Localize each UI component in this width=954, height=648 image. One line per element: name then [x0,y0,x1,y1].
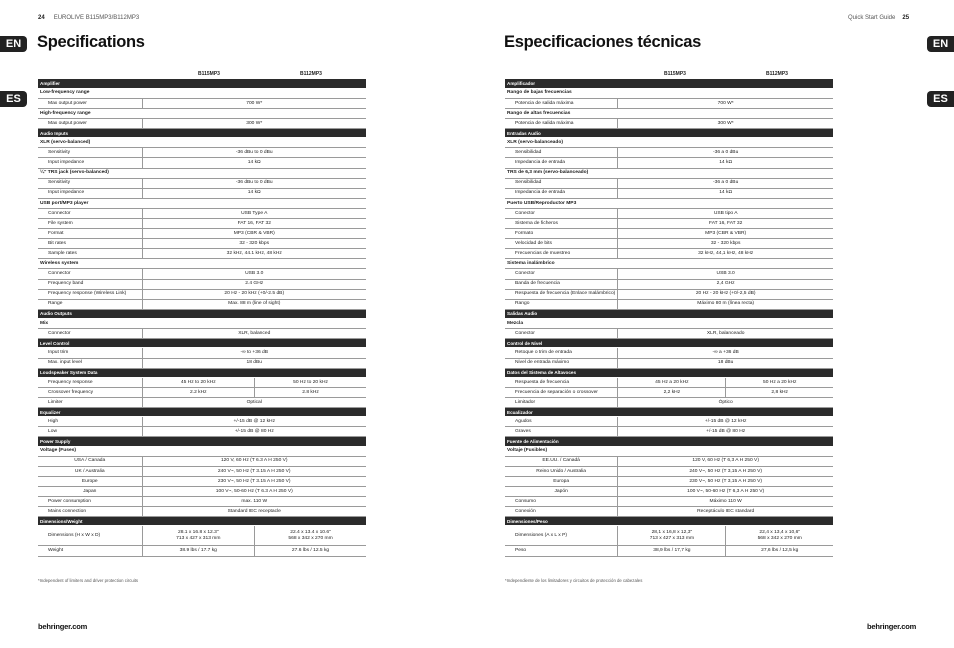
subsection-title: Low-frequency range [38,88,366,98]
value-metric: 568 x 342 x 270 mm [288,535,333,541]
spec-value: Optical [142,397,366,407]
spec-row [38,249,366,259]
value-imperial: 22,4 x 13,4 x 10,6" [759,530,801,536]
spec-row [505,476,833,486]
spec-value: Máximo 110 W [618,497,833,507]
spec-row [38,299,366,309]
spec-label: Frecuencia de separación o crossover [505,387,618,397]
spec-row [38,387,366,397]
spec-row [505,148,833,158]
spec-label: Japan [38,487,142,497]
subsection-title: ¼" TRS jack (servo-balanced) [38,168,366,178]
spec-row [38,289,366,299]
spec-row [505,118,833,128]
spec-value: XLR, balanceado [618,329,833,339]
section-title: Dimensions/Weight [38,517,366,526]
spec-value: 100 V~, 50-60 Hz (T 6.3 A H 250 V) [142,487,366,497]
spec-label: Sample rates [38,249,142,259]
spec-value: 700 W* [142,98,366,108]
section-header-row [38,309,366,318]
section-title: Entradas Audio [505,129,833,138]
section-title: Audio Inputs [38,129,366,138]
spec-row [505,289,833,299]
spec-value: USB 3.0 [618,269,833,279]
spec-row [38,497,366,507]
spec-value: 100 V~, 50-60 Hz (T 6,3 A H 250 V) [618,487,833,497]
value-imperial: 28.1 x 16.8 x 12.3" [177,530,219,536]
spec-label: Crossover frequency [38,387,142,397]
spec-value: Standard IEC receptacle [142,507,366,517]
spec-row [38,269,366,279]
spec-row [38,397,366,407]
spec-value: 300 W* [618,118,833,128]
spec-label: Formato [505,229,618,239]
spec-value: 230 V~, 50 Hz (T 3,15 A H 250 V) [618,476,833,486]
spec-row [38,456,366,466]
spec-row [38,98,366,108]
spec-row [505,219,833,229]
spec-value: FAT 16, FAT 32 [618,219,833,229]
spec-value: 240 V~, 50 Hz (T 3,15 A H 250 V) [618,466,833,476]
section-header-row [505,368,833,377]
spec-label: Connector [38,329,142,339]
spec-row [505,229,833,239]
spec-value: +/-15 dB @ 80 Hz [618,427,833,437]
subsection-row [38,138,366,148]
spec-value: MP3 (CBR & VBR) [618,229,833,239]
section-header-row [505,517,833,526]
section-header-row [505,437,833,446]
spec-label: Max. input level [38,358,142,368]
column-header-b112mp3: B112MP3 [766,71,788,77]
spec-label: Sensitivity [38,148,142,158]
spec-row [505,427,833,437]
column-header-b115mp3: B115MP3 [198,71,220,77]
spec-value-b112mp3: 27.6 lbs / 12.5 kg [255,546,366,556]
spec-value: USB tipo A [618,208,833,218]
spec-row [38,148,366,158]
subsection-row [38,88,366,98]
spec-row [505,348,833,358]
spec-label: Low [38,427,142,437]
spec-value-b115mp3: 38,9 lbs / 17,7 kg [618,546,726,556]
spec-label: Japón [505,487,618,497]
spec-label: Reino Unido / Australia [505,466,618,476]
spec-value-b115mp3 [142,526,255,546]
section-title: Equalizer [38,408,366,417]
subsection-title: Voltage (Fuses) [38,446,366,456]
spec-value-b115mp3: 45 Hz a 20 kHz [618,377,726,387]
section-title: Control de Nivel [505,339,833,348]
section-header-row [38,79,366,88]
spec-row [38,279,366,289]
spec-row [505,98,833,108]
spec-label: Input trim [38,348,142,358]
subsection-title: High-frequency range [38,108,366,118]
language-tab-es[interactable]: ES [0,91,27,107]
spec-label: Sistema de ficheros [505,219,618,229]
spec-row [505,249,833,259]
brand-logo: behringer.com [38,622,88,631]
spec-label: Frequency band [38,279,142,289]
spec-label: Impedancia de entrada [505,158,618,168]
spec-row [38,507,366,517]
subsection-title: USB port/MP3 player [38,198,366,208]
subsection-row [505,88,833,98]
spec-label: Weight [38,546,142,556]
brand-logo: behringer.com [867,622,917,631]
spec-label: Frecuencias de muestreo [505,249,618,259]
spec-value: 120 V, 60 Hz (T 6,3 A H 250 V) [618,456,833,466]
spec-label: Limitador [505,397,618,407]
spec-label: EE.UU. / Canadá [505,456,618,466]
footnote: *Independent of limiters and driver protection circuits [38,578,139,583]
spec-value: XLR, balanced [142,329,366,339]
subsection-title: Wireless system [38,259,366,269]
spec-value: 14 kΩ [618,188,833,198]
spec-row [505,329,833,339]
subsection-title: Puerto USB/Reproductor MP3 [505,198,833,208]
subsection-title: Mix [38,319,366,329]
spec-value-b115mp3: 45 Hz to 20 kHz [142,377,255,387]
spec-label: High [38,417,142,427]
value-imperial: 22.4 x 13.4 x 10.6" [290,530,331,536]
spec-label: Max output power [38,118,142,128]
running-header-right [848,15,909,21]
subsection-title: Sistema inalámbrico [505,259,833,269]
page-title: Especificaciones técnicas [504,33,702,51]
spec-label: Range [38,299,142,309]
spec-value: 32 kHz, 44,1 kHz, 48 kHz [618,249,833,259]
section-header-row [505,309,833,318]
spec-row [38,417,366,427]
section-header-row [38,437,366,446]
product-title: EUROLIVE B115MP3/B112MP3 [53,15,140,21]
subsection-row [38,198,366,208]
specifications-table [38,79,366,557]
section-title: Amplificador [505,79,833,88]
spec-label: Nivel de entrada máximo [505,358,618,368]
spec-label: Potencia de salida máxima [505,118,618,128]
subsection-row [505,198,833,208]
spec-value-b112mp3: 27,6 lbs / 12,5 kg [726,546,833,556]
spec-label: USA / Canada [38,456,142,466]
spec-value: 18 dBu [618,358,833,368]
spec-row [505,526,833,546]
spec-value: Óptico [618,397,833,407]
spec-row [505,188,833,198]
spec-row [38,158,366,168]
spec-value: USB 3.0 [142,269,366,279]
spec-row [38,358,366,368]
spec-value: FAT 16, FAT 32 [142,219,366,229]
spec-row [38,229,366,239]
spec-label: Format [38,229,142,239]
spec-row [505,377,833,387]
spec-label: Velocidad de bits [505,239,618,249]
spec-value: +/-15 dB @ 12 kHz [618,417,833,427]
language-tab-en[interactable]: EN [0,36,27,52]
spec-label: Dimensions (H x W x D) [38,526,142,546]
spec-value: 700 W* [618,98,833,108]
spec-row [505,387,833,397]
spec-value: -36 a 0 dBu [618,178,833,188]
spec-label: Max output power [38,98,142,108]
page-number: 24 [38,15,45,21]
section-title: Level Control [38,339,366,348]
section-header-row [38,517,366,526]
section-header-row [505,129,833,138]
spec-row [38,377,366,387]
running-header-left [38,15,139,21]
spec-value: 20 Hz - 20 kHz (+0/-2,5 dB) [618,289,833,299]
spec-row [505,417,833,427]
spec-value-b115mp3: 2.2 kHz [142,387,255,397]
right-page [477,0,954,648]
column-header-b115mp3: B115MP3 [664,71,686,77]
spec-value: 120 V, 60 Hz (T 6.3 A H 250 V) [142,456,366,466]
spec-row [38,239,366,249]
spec-label: Connector [38,269,142,279]
spec-value: 230 V~, 50 Hz (T 3.15 A H 250 V) [142,476,366,486]
spec-row [505,456,833,466]
spec-label: File system [38,219,142,229]
spec-label: Frequency response (Wireless Link) [38,289,142,299]
spec-value: 2,4 GHz [618,279,833,289]
spec-row [505,208,833,218]
spec-value: 14 kΩ [618,158,833,168]
spec-value: -36 a 0 dBu [618,148,833,158]
spec-value: 14 kΩ [142,188,366,198]
spec-row [505,178,833,188]
section-title: Amplifier [38,79,366,88]
spec-value: Max. 88 m (line of sight) [142,299,366,309]
spec-row [505,466,833,476]
subsection-title: Mezcla [505,319,833,329]
spec-value: max. 110 W [142,497,366,507]
spec-value: MP3 (CBR & VBR) [142,229,366,239]
spec-label: Europa [505,476,618,486]
spec-row [505,158,833,168]
subsection-title: XLR (servo-balanced) [38,138,366,148]
spec-row [38,526,366,546]
spec-value: -36 dBu to 0 dBu [142,178,366,188]
spec-value-b112mp3: 2,8 kHz [726,387,833,397]
spec-value-b112mp3: 50 Hz a 20 kHz [726,377,833,387]
spec-value: 20 Hz - 20 kHz (+0/-2.5 dB) [142,289,366,299]
spec-row [38,546,366,556]
value-metric: 713 x 427 x 313 mm [649,535,695,541]
subsection-row [505,446,833,456]
spec-label: Respuesta de frecuencia [505,377,618,387]
subsection-row [38,108,366,118]
spec-row [38,348,366,358]
page-number: 25 [902,15,910,21]
section-header-row [38,368,366,377]
section-header-row [38,129,366,138]
section-title: Datos del Sistema de Altavoces [505,368,833,377]
column-header-b112mp3: B112MP3 [300,71,322,77]
spec-label: Graves [505,427,618,437]
section-title: Fuente de Alimentación [505,437,833,446]
section-title: Dimensiones/Peso [505,517,833,526]
subsection-row [505,319,833,329]
spec-row [505,397,833,407]
guide-title: Quick Start Guide [848,15,896,21]
section-header-row [505,79,833,88]
spec-value: 32 - 320 kbps [618,239,833,249]
spec-row [505,546,833,556]
spec-value: 32 - 320 kbps [142,239,366,249]
spec-label: Sensibilidad [505,178,618,188]
spec-label: Mains connection [38,507,142,517]
spec-label: Dimensiones (A x L x P) [505,526,618,546]
spec-value: 18 dBu [142,358,366,368]
section-header-row [38,339,366,348]
spec-value: -∞ a +36 dB [618,348,833,358]
page-title: Specifications [37,33,145,51]
language-tab-es[interactable]: ES [927,91,954,107]
spec-value: -∞ to +36 dB [142,348,366,358]
subsection-row [505,168,833,178]
subsection-row [38,446,366,456]
spec-value: Máximo 80 m (línea recta) [618,299,833,309]
spec-label: Agudos [505,417,618,427]
spec-label: Input impedance [38,188,142,198]
subsection-row [505,138,833,148]
spec-row [505,507,833,517]
spec-label: Rango [505,299,618,309]
value-metric: 713 x 427 x 313 mm [176,535,221,541]
spec-label: Retoque o trim de entrada [505,348,618,358]
section-header-row [505,339,833,348]
section-title: Salidas Audio [505,309,833,318]
spec-value: Receptáculo IEC standard [618,507,833,517]
spec-value: 14 kΩ [142,158,366,168]
spec-row [38,178,366,188]
subsection-title: TRS de 6,3 mm (servo-balanceado) [505,168,833,178]
spec-label: Conector [505,208,618,218]
subsection-row [505,259,833,269]
spec-label: Conector [505,269,618,279]
spec-row [505,239,833,249]
subsection-row [38,259,366,269]
spec-value: +/-15 dB @ 80 Hz [142,427,366,437]
spec-label: Sensibilidad [505,148,618,158]
section-header-row [505,408,833,417]
spec-row [505,299,833,309]
spec-value-b115mp3: 2,2 kHz [618,387,726,397]
spec-value: 2.4 GHz [142,279,366,289]
spec-value: 32 kHz, 44.1 kHz, 48 kHz [142,249,366,259]
spec-value: -36 dBu to 0 dBu [142,148,366,158]
spec-row [38,118,366,128]
spec-label: Frequency response [38,377,142,387]
spec-value: USB Type A [142,208,366,218]
spec-label: Conector [505,329,618,339]
footnote: *Independiente de los limitadores y circuitos de protección de cabezales [505,578,643,583]
spec-label: UK / Australia [38,466,142,476]
section-title: Loudspeaker System Data [38,368,366,377]
spec-value-b115mp3: 38.9 lbs / 17.7 kg [142,546,255,556]
subsection-row [38,168,366,178]
language-tab-en[interactable]: EN [927,36,954,52]
spec-row [505,269,833,279]
spec-value-b112mp3 [255,526,366,546]
spec-label: Impedancia de entrada [505,188,618,198]
spec-row [505,487,833,497]
spec-label: Potencia de salida máxima [505,98,618,108]
spec-row [38,329,366,339]
spec-value: 240 V~, 50 Hz (T 3.15 A H 250 V) [142,466,366,476]
spec-row [38,466,366,476]
spec-value-b112mp3: 2.8 kHz [255,387,366,397]
subsection-title: Voltaje (Fusibles) [505,446,833,456]
spec-label: Peso [505,546,618,556]
section-title: Audio Outputs [38,309,366,318]
spec-value-b112mp3 [726,526,833,546]
spec-label: Conexión [505,507,618,517]
section-header-row [38,408,366,417]
specifications-table [505,79,833,557]
spec-row [38,487,366,497]
spec-row [38,188,366,198]
value-imperial: 28,1 x 16,8 x 12,3" [651,530,693,536]
spec-label: Input impedance [38,158,142,168]
subsection-title: Rango de bajas frecuencias [505,88,833,98]
subsection-row [505,108,833,118]
spec-label: Limiter [38,397,142,407]
spec-label: Europe [38,476,142,486]
spec-row [38,427,366,437]
spec-row [505,497,833,507]
spec-label: Power consumption [38,497,142,507]
subsection-title: Rango de altas frecuencias [505,108,833,118]
spec-label: Sensitivity [38,178,142,188]
spec-label: Consumo [505,497,618,507]
spec-row [38,219,366,229]
spec-value-b115mp3 [618,526,726,546]
subsection-row [38,319,366,329]
spec-label: Connector [38,208,142,218]
spec-label: Respuesta de frecuencia (Enlace Inalámbrico) [505,289,618,299]
spec-row [38,476,366,486]
section-title: Ecualizador [505,408,833,417]
subsection-title: XLR (servo-balanceado) [505,138,833,148]
spec-label: Banda de frecuencia [505,279,618,289]
spec-value: 300 W* [142,118,366,128]
spec-row [505,358,833,368]
section-title: Power Supply [38,437,366,446]
spec-label: Bit rates [38,239,142,249]
value-metric: 568 x 342 x 270 mm [757,535,802,541]
spec-row [505,279,833,289]
spec-value: +/-15 dB @ 12 kHz [142,417,366,427]
spec-value-b112mp3: 50 Hz to 20 kHz [255,377,366,387]
spec-row [38,208,366,218]
